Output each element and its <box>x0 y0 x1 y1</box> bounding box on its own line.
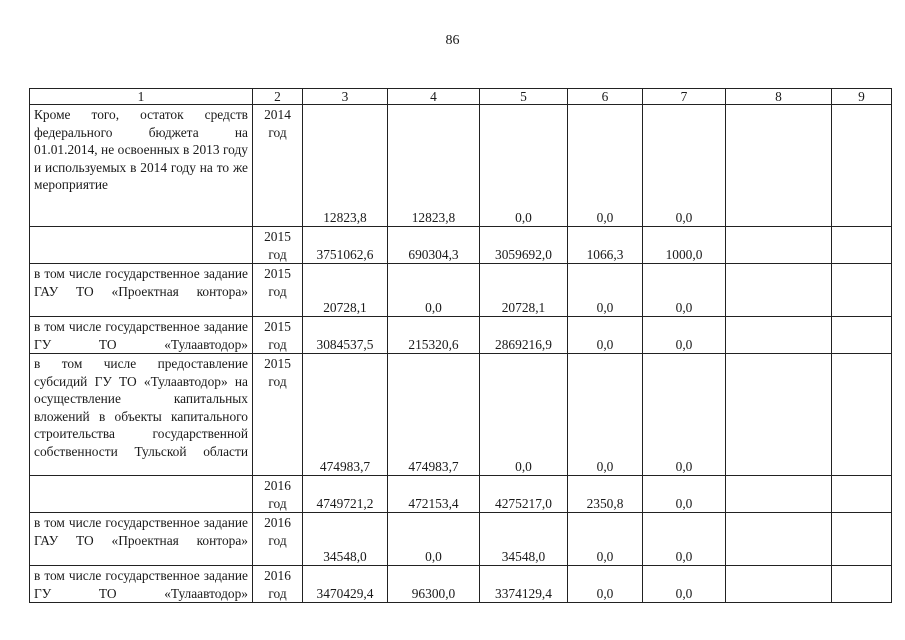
cell-col5: 34548,0 <box>480 513 568 566</box>
cell-col7: 0,0 <box>643 566 726 603</box>
cell-col3: 3470429,4 <box>303 566 388 603</box>
cell-col7: 0,0 <box>643 476 726 513</box>
cell-col6: 0,0 <box>568 566 643 603</box>
row-description: в том числе государственное задание ГУ ТО «Тулаавтодор» <box>30 566 253 603</box>
cell-col8 <box>726 566 832 603</box>
cell-col6: 0,0 <box>568 317 643 354</box>
cell-col4: 0,0 <box>388 513 480 566</box>
row-description <box>30 227 253 264</box>
table-header-row <box>30 89 892 105</box>
cell-col3: 3084537,5 <box>303 317 388 354</box>
cell-col9 <box>832 566 892 603</box>
column-header-3: 3 <box>303 89 388 105</box>
row-description: в том числе предоставление субсидий ГУ ТО «Тулаавтодор» на осуществление капитальных вложений в объекты капитального строительства государственной собственности Тульской области <box>30 354 253 476</box>
table-row <box>30 227 892 264</box>
cell-col5: 3059692,0 <box>480 227 568 264</box>
cell-col3: 12823,8 <box>303 105 388 227</box>
cell-col4: 12823,8 <box>388 105 480 227</box>
column-header-4: 4 <box>388 89 480 105</box>
table-row <box>30 354 892 476</box>
row-description <box>30 476 253 513</box>
cell-col3: 4749721,2 <box>303 476 388 513</box>
cell-col7: 1000,0 <box>643 227 726 264</box>
cell-col8 <box>726 476 832 513</box>
cell-col7: 0,0 <box>643 513 726 566</box>
table-row <box>30 566 892 603</box>
cell-col8 <box>726 513 832 566</box>
table-row <box>30 513 892 566</box>
cell-col7: 0,0 <box>643 354 726 476</box>
cell-col5: 0,0 <box>480 354 568 476</box>
column-header-2: 2 <box>253 89 303 105</box>
row-description: в том числе государственное задание ГУ ТО «Тулаавтодор» <box>30 317 253 354</box>
cell-col9 <box>832 264 892 317</box>
cell-col9 <box>832 513 892 566</box>
row-year: 2015 год <box>253 227 303 264</box>
page-number: 86 <box>445 33 460 48</box>
budget-table <box>29 88 892 603</box>
column-header-6: 6 <box>568 89 643 105</box>
cell-col7: 0,0 <box>643 264 726 317</box>
cell-col4: 96300,0 <box>388 566 480 603</box>
cell-col6: 1066,3 <box>568 227 643 264</box>
cell-col3: 20728,1 <box>303 264 388 317</box>
cell-col3: 474983,7 <box>303 354 388 476</box>
row-year: 2014 год <box>253 105 303 227</box>
cell-col4: 690304,3 <box>388 227 480 264</box>
cell-col3: 34548,0 <box>303 513 388 566</box>
cell-col5: 20728,1 <box>480 264 568 317</box>
cell-col5: 4275217,0 <box>480 476 568 513</box>
cell-col6: 0,0 <box>568 105 643 227</box>
row-year: 2016 год <box>253 566 303 603</box>
cell-col6: 0,0 <box>568 354 643 476</box>
table-row <box>30 476 892 513</box>
row-description: в том числе государственное задание ГАУ ТО «Проектная контора» <box>30 513 253 566</box>
cell-col9 <box>832 227 892 264</box>
table-row <box>30 317 892 354</box>
column-header-7: 7 <box>643 89 726 105</box>
cell-col4: 215320,6 <box>388 317 480 354</box>
cell-col8 <box>726 105 832 227</box>
cell-col8 <box>726 317 832 354</box>
cell-col5: 2869216,9 <box>480 317 568 354</box>
cell-col4: 472153,4 <box>388 476 480 513</box>
cell-col5: 3374129,4 <box>480 566 568 603</box>
table-row <box>30 105 892 227</box>
cell-col9 <box>832 105 892 227</box>
cell-col9 <box>832 317 892 354</box>
cell-col6: 0,0 <box>568 264 643 317</box>
cell-col9 <box>832 476 892 513</box>
cell-col8 <box>726 227 832 264</box>
row-year: 2016 год <box>253 513 303 566</box>
column-header-5: 5 <box>480 89 568 105</box>
row-year: 2015 год <box>253 317 303 354</box>
cell-col4: 0,0 <box>388 264 480 317</box>
cell-col6: 0,0 <box>568 513 643 566</box>
column-header-9: 9 <box>832 89 892 105</box>
cell-col4: 474983,7 <box>388 354 480 476</box>
cell-col3: 3751062,6 <box>303 227 388 264</box>
column-header-1: 1 <box>30 89 253 105</box>
cell-col7: 0,0 <box>643 105 726 227</box>
row-description: в том числе государственное задание ГАУ ТО «Проектная контора» <box>30 264 253 317</box>
column-header-8: 8 <box>726 89 832 105</box>
row-year: 2015 год <box>253 264 303 317</box>
cell-col7: 0,0 <box>643 317 726 354</box>
row-year: 2016 год <box>253 476 303 513</box>
cell-col8 <box>726 354 832 476</box>
cell-col6: 2350,8 <box>568 476 643 513</box>
cell-col5: 0,0 <box>480 105 568 227</box>
row-year: 2015 год <box>253 354 303 476</box>
table-row <box>30 264 892 317</box>
row-description: Кроме того, остаток средств федерального бюджета на 01.01.2014, не освоенных в 2013 году и используемых в 2014 году на то же мероприятие <box>30 105 253 227</box>
cell-col8 <box>726 264 832 317</box>
cell-col9 <box>832 354 892 476</box>
